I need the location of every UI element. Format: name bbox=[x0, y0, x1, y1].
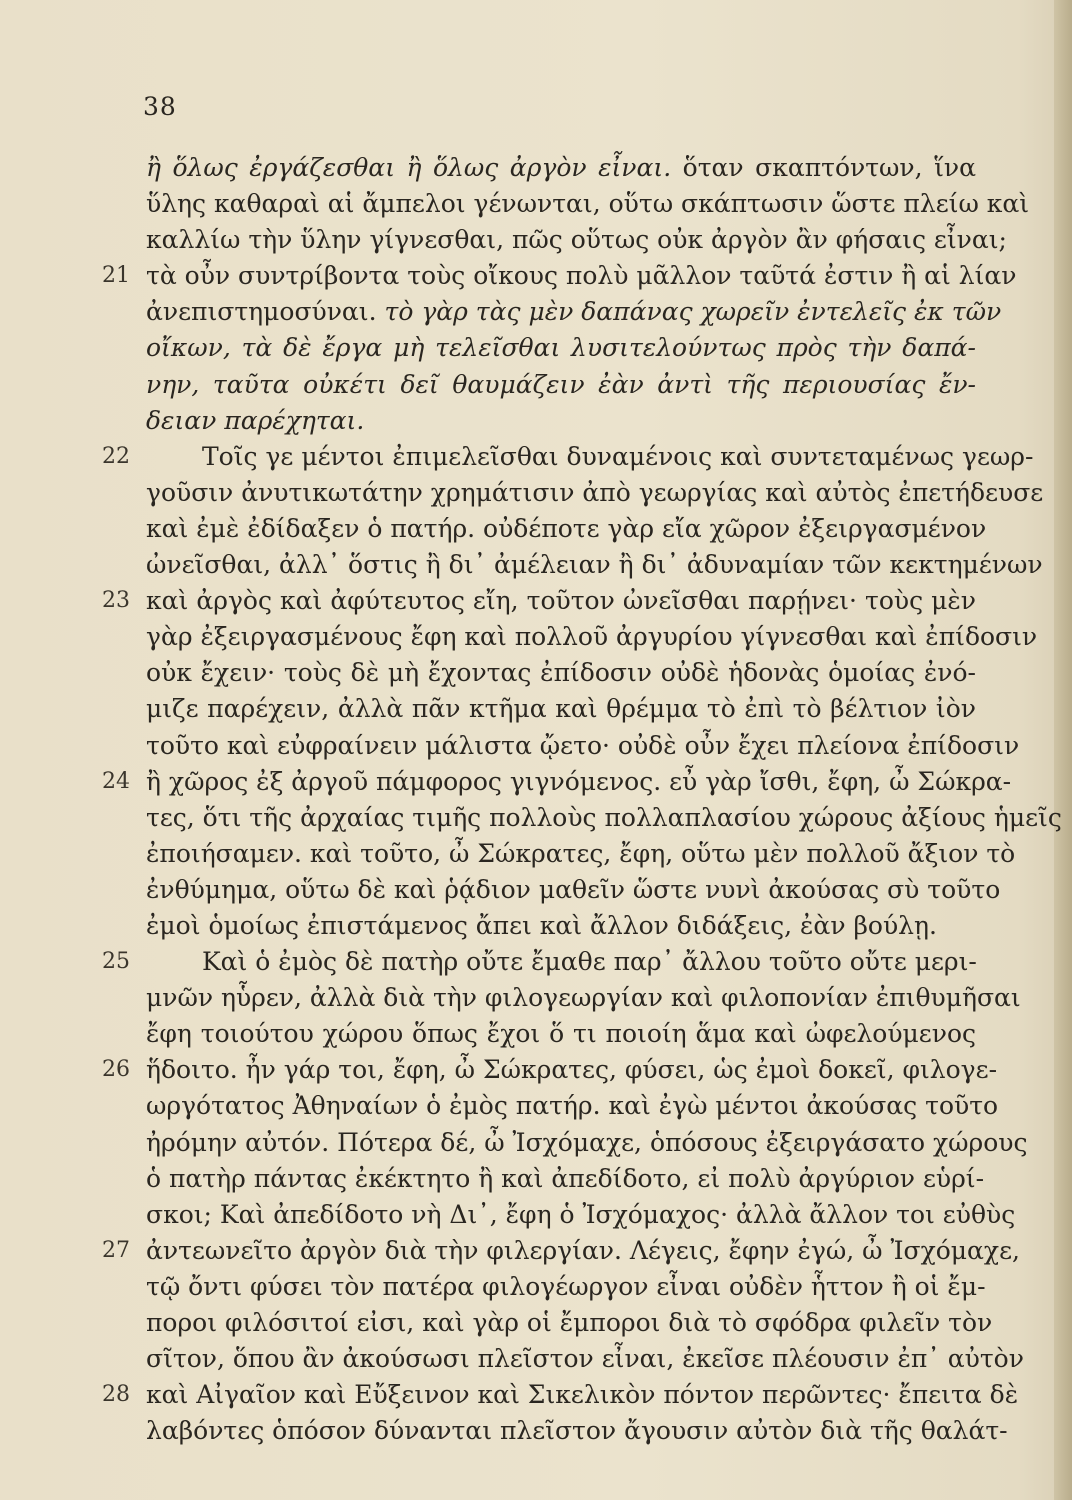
text-line bbox=[146, 655, 976, 691]
text-segment: ἐποιήσαμεν. καὶ τοῦτο, ὦ Σώκρατες, ἔφη, οὕτω μὲν πολλοῦ ἄξιον τὸ bbox=[146, 838, 1016, 868]
text-segment: καὶ ἐμὲ ἐδίδαξεν ὁ πατήρ. οὐδέποτε γὰρ εἴα χῶρον ἐξειργασμένον bbox=[146, 513, 987, 543]
italic-text-segment: τὸ γὰρ τὰς μὲν δαπάνας χωρεῖν ἐντελεῖς ἐκ τῶν bbox=[384, 297, 1002, 327]
text-line bbox=[146, 836, 1016, 872]
text-line bbox=[102, 1052, 998, 1088]
text-line bbox=[146, 1341, 1024, 1377]
text-line bbox=[146, 908, 976, 944]
section-number: 26 bbox=[102, 1057, 130, 1083]
text-segment: ἥδοιτο. ἦν γάρ τοι, ἔφη, ὦ Σώκρατες, φύσει, ὡς ἐμοὶ δοκεῖ, φιλογε- bbox=[146, 1055, 998, 1085]
text-segment: μιζε παρέχειν, ἀλλὰ πᾶν κτῆμα καὶ θρέμμα τὸ ἐπὶ τὸ βέλτιον ἰὸν bbox=[146, 694, 976, 724]
text-segment: Τοῖς γε μέντοι ἐπιμελεῖσθαι δυναμένοις καὶ συντεταμένως γεωρ- bbox=[202, 441, 1034, 471]
text-segment: τοῦτο καὶ εὐφραίνειν μάλιστα ᾤετο· οὐδὲ οὖν ἔχει πλείονα ἐπίδοσιν bbox=[146, 730, 1020, 760]
text-line bbox=[146, 547, 1043, 583]
text-line bbox=[146, 1125, 1028, 1161]
text-line bbox=[146, 330, 976, 366]
page-edge bbox=[1054, 0, 1072, 1500]
text-segment: ωργότατος Ἀθηναίων ὁ ἐμὸς πατήρ. καὶ ἐγὼ μέντοι ἀκούσας τοῦτο bbox=[146, 1091, 999, 1121]
text-line bbox=[146, 1088, 999, 1124]
text-segment: ὁ πατὴρ πάντας ἐκέκτητο ἢ καὶ ἀπεδίδοτο, εἰ πολὺ ἀργύριον εὑρί- bbox=[146, 1163, 985, 1193]
text-segment: καλλίω τὴν ὕλην γίγνεσθαι, πῶς οὕτως οὐκ ἀργὸν ἂν φήσαις εἶναι; bbox=[146, 225, 1007, 255]
section-number: 25 bbox=[102, 949, 130, 975]
text-line bbox=[146, 1197, 1016, 1233]
text-segment: Καὶ ὁ ἐμὸς δὲ πατὴρ οὔτε ἔμαθε παρ᾽ ἄλλου τοῦτο οὔτε μερι- bbox=[202, 947, 977, 977]
text-line bbox=[146, 619, 1038, 655]
text-line bbox=[102, 258, 1017, 294]
section-number: 21 bbox=[102, 263, 130, 289]
body-text bbox=[102, 150, 1062, 1449]
text-segment: σῖτον, ὅπου ἂν ἀκούσωσι πλεῖστον εἶναι, ἐκεῖσε πλέουσιν ἐπ᾽ αὐτὸν bbox=[146, 1344, 1024, 1374]
text-segment: μνῶν ηὗρεν, ἀλλὰ διὰ τὴν φιλογεωργίαν καὶ φιλοπονίαν ἐπιθυμῆσαι bbox=[146, 983, 1021, 1013]
text-line bbox=[102, 764, 1012, 800]
text-line bbox=[146, 800, 1062, 836]
text-line bbox=[146, 1161, 985, 1197]
text-segment: τες, ὅτι τῆς ἀρχαίας τιμῆς πολλοὺς πολλαπλασίου χώρους ἀξίους ἡμεῖς bbox=[146, 802, 1062, 832]
text-line bbox=[146, 1269, 986, 1305]
text-segment: ἐμοὶ ὁμοίως ἐπιστάμενος ἄπει καὶ ἄλλον διδάξεις, ἐὰν βούλῃ. bbox=[146, 910, 937, 940]
text-segment: καὶ ἀργὸς καὶ ἀφύτευτος εἴη, τοῦτον ὠνεῖσθαι παρῄνει· τοὺς μὲν bbox=[146, 586, 976, 616]
text-segment: ἐνθύμημα, οὕτω δὲ καὶ ῥᾴδιον μαθεῖν ὥστε νυνὶ ἀκούσας σὺ τοῦτο bbox=[146, 874, 1001, 904]
text-line bbox=[146, 475, 1044, 511]
text-line bbox=[146, 294, 1002, 330]
text-line bbox=[146, 728, 1020, 764]
text-segment: ποροι φιλόσιτοί εἰσι, καὶ γὰρ οἱ ἔμποροι διὰ τὸ σφόδρα φιλεῖν τὸν bbox=[146, 1308, 993, 1337]
text-segment: ἠρόμην αὐτόν. Πότερα δέ, ὦ Ἰσχόμαχε, ὁπόσους ἐξειργάσατο χώρους bbox=[146, 1127, 1028, 1157]
text-line bbox=[146, 511, 987, 547]
text-line bbox=[102, 439, 1034, 475]
text-segment: γοῦσιν ἀνυτικωτάτην χρημάτισιν ἀπὸ γεωργίας καὶ αὐτὸς ἐπετήδευσε bbox=[146, 477, 1044, 507]
text-segment: τὰ οὖν συντρίβοντα τοὺς οἴκους πολὺ μᾶλλον ταῦτά ἐστιν ἢ αἱ λίαν bbox=[146, 261, 1017, 291]
text-segment: σκοι; Καὶ ἀπεδίδοτο νὴ Δι᾽, ἔφη ὁ Ἰσχόμαχος· ἀλλὰ ἄλλον τοι εὐθὺς bbox=[146, 1199, 1016, 1229]
text-line bbox=[102, 944, 977, 980]
text-line bbox=[146, 872, 1001, 908]
text-line bbox=[146, 403, 976, 439]
text-segment: ὕλης καθαραὶ αἱ ἄμπελοι γένωνται, οὕτω σκάπτωσιν ὥστε πλείω καὶ bbox=[146, 189, 1030, 219]
text-line bbox=[146, 186, 1030, 222]
text-segment: καὶ Αἰγαῖον καὶ Εὔξεινον καὶ Σικελικὸν πόντον περῶντες· ἔπειτα δὲ bbox=[146, 1380, 1019, 1410]
section-number: 27 bbox=[102, 1237, 130, 1263]
section-number: 22 bbox=[102, 443, 130, 469]
text-line bbox=[102, 1377, 1019, 1413]
text-line bbox=[102, 583, 976, 619]
italic-text-segment: ἢ ὅλως ἐργάζεσθαι ἢ ὅλως ἀργὸν εἶναι. bbox=[146, 153, 672, 182]
section-number: 24 bbox=[102, 768, 130, 794]
section-number: 23 bbox=[102, 588, 130, 614]
text-line bbox=[146, 150, 976, 186]
text-line bbox=[146, 1305, 993, 1341]
text-segment: ἔφη τοιούτου χώρου ὅπως ἔχοι ὅ τι ποιοίη ἅμα καὶ ὠφελούμενος bbox=[146, 1019, 976, 1049]
section-number: 28 bbox=[102, 1382, 130, 1408]
text-segment: ἀντεωνεῖτο ἀργὸν διὰ τὴν φιλεργίαν. Λέγεις, ἔφην ἐγώ, ὦ Ἰσχόμαχε, bbox=[146, 1235, 1020, 1265]
italic-text-segment: οἴκων, τὰ δὲ ἔργα μὴ τελεῖσθαι λυσιτελούντως πρὸς τὴν δαπά- bbox=[146, 333, 976, 363]
page-number: 38 bbox=[143, 92, 177, 121]
text-segment: ὠνεῖσθαι, ἀλλ᾽ ὅστις ἢ δι᾽ ἀμέλειαν ἢ δι᾽ ἀδυναμίαν τῶν κεκτημένων bbox=[146, 550, 1043, 580]
text-segment: γὰρ ἐξειργασμένους ἔφη καὶ πολλοῦ ἀργυρίου γίγνεσθαι καὶ ἐπίδοσιν bbox=[146, 622, 1038, 652]
text-line bbox=[146, 367, 976, 403]
text-line bbox=[102, 1233, 1020, 1269]
text-segment: ὅταν σκαπτόντων, ἵνα bbox=[671, 153, 976, 182]
text-line bbox=[146, 980, 1021, 1016]
text-line bbox=[146, 1413, 1008, 1449]
text-line bbox=[146, 1016, 976, 1052]
text-line bbox=[146, 691, 976, 727]
text-segment: τῷ ὄντι φύσει τὸν πατέρα φιλογέωργον εἶναι οὐδὲν ἧττον ἢ οἱ ἔμ- bbox=[146, 1271, 986, 1301]
text-segment: λαβόντες ὁπόσον δύνανται πλεῖστον ἄγουσιν αὐτὸν διὰ τῆς θαλάτ- bbox=[146, 1416, 1008, 1446]
italic-text-segment: νην, ταῦτα οὐκέτι δεῖ θαυμάζειν ἐὰν ἀντὶ τῆς περιουσίας ἔν- bbox=[146, 369, 976, 399]
text-segment: ἢ χῶρος ἐξ ἀργοῦ πάμφορος γιγνόμενος. εὖ γὰρ ἴσθι, ἔφη, ὦ Σώκρα- bbox=[146, 766, 1012, 796]
text-segment: ἀνεπιστημοσύναι. bbox=[146, 297, 385, 327]
italic-text-segment: δειαν παρέχηται. bbox=[146, 405, 365, 435]
text-segment: οὐκ ἔχειν· τοὺς δὲ μὴ ἔχοντας ἐπίδοσιν οὐδὲ ἡδονὰς ὁμοίας ἐνό- bbox=[146, 658, 976, 688]
text-line bbox=[146, 222, 1007, 258]
